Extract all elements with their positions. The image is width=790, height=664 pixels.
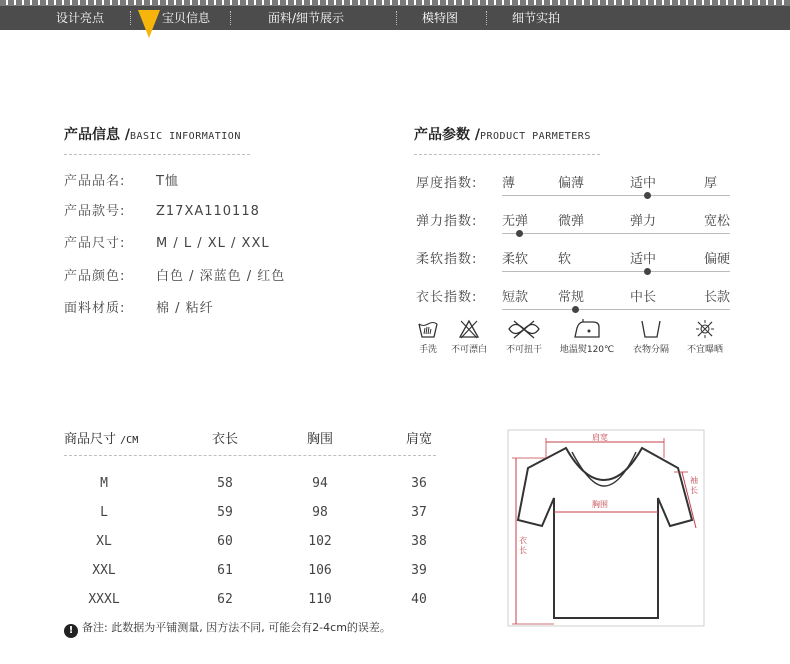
info-label: 产品品名:	[64, 174, 126, 189]
info-row-color	[64, 265, 285, 284]
info-value: 棉 / 粘纤	[156, 301, 214, 316]
info-value: Z17XA110118	[156, 204, 260, 219]
param-option: 微弹	[558, 214, 585, 229]
size-table-cell: 106	[308, 563, 332, 578]
tshirt-outline	[518, 448, 692, 618]
divider	[414, 154, 600, 155]
nav-band	[0, 6, 790, 30]
param-option: 弹力	[630, 214, 657, 229]
param-option: 中长	[630, 290, 657, 305]
size-table-cell: 102	[308, 534, 332, 549]
no-bleach-icon	[458, 318, 480, 340]
info-label: 产品款号:	[64, 204, 126, 219]
param-option: 厚	[704, 176, 718, 191]
size-table-cell: 62	[217, 592, 233, 607]
param-option: 短款	[502, 290, 529, 305]
active-tab-arrow-icon	[138, 10, 160, 38]
info-value: 白色 / 深蓝色 / 红色	[156, 269, 286, 284]
care-wash-separately	[626, 318, 676, 355]
param-option: 适中	[630, 252, 657, 267]
param-option: 薄	[502, 176, 516, 191]
param-row	[416, 210, 756, 236]
diagram-label-length: 衣长	[519, 536, 527, 555]
nav-divider	[230, 11, 231, 25]
size-table-cell: 98	[312, 505, 328, 520]
nav-divider	[130, 11, 131, 25]
info-value: T恤	[156, 174, 179, 189]
info-value: M / L / XL / XXL	[156, 236, 270, 251]
care-label: 不可扭干	[505, 345, 542, 355]
product-info-heading: 产品信息 /BASIC INFORMATION	[64, 127, 241, 143]
size-table-cell: 94	[312, 476, 328, 491]
param-indicator-dot	[644, 268, 651, 275]
info-label: 产品颜色:	[64, 269, 126, 284]
diagram-label-chest: 胸围	[592, 500, 608, 509]
param-indicator-dot	[572, 306, 579, 313]
size-note	[64, 619, 391, 638]
size-table-cell: 59	[217, 505, 233, 520]
param-row	[416, 286, 756, 312]
size-table-cell: 61	[217, 563, 233, 578]
param-option: 软	[558, 252, 572, 267]
no-wring-icon	[506, 318, 542, 340]
param-option: 常规	[558, 290, 585, 305]
no-sun-dry-icon	[694, 318, 716, 340]
size-table-header-length: 衣长	[211, 432, 238, 447]
size-table-cell: 60	[217, 534, 233, 549]
care-no-bleach	[446, 318, 492, 355]
param-label: 衣长指数:	[416, 290, 478, 305]
size-table-cell: XL	[96, 534, 112, 549]
care-no-sun-dry	[680, 318, 730, 355]
diagram-label-shoulder: 肩宽	[592, 433, 608, 442]
product-info-title-en: BASIC INFORMATION	[130, 131, 241, 142]
nav-divider	[396, 11, 397, 25]
param-scale-line	[502, 195, 730, 196]
care-no-wring	[500, 318, 548, 355]
info-label: 产品尺寸:	[64, 236, 126, 251]
nav-divider	[486, 11, 487, 25]
param-indicator-dot	[516, 230, 523, 237]
info-label: 面料材质:	[64, 301, 126, 316]
size-table-cell: 38	[411, 534, 427, 549]
size-table-cell: 39	[411, 563, 427, 578]
care-hand-wash	[414, 318, 442, 355]
param-scale-line	[502, 233, 730, 234]
param-label: 厚度指数:	[416, 176, 478, 191]
param-indicator-dot	[644, 192, 651, 199]
nav-tab-detail-photos[interactable]: 细节实拍	[512, 11, 561, 25]
size-table-cell: 37	[411, 505, 427, 520]
size-table-cell: XXXL	[88, 592, 120, 607]
care-low-iron	[554, 318, 620, 355]
size-table-cell: XXL	[92, 563, 116, 578]
diagram-label-sleeve: 袖长	[690, 476, 698, 495]
nav-tab-design[interactable]: 设计亮点	[56, 11, 105, 25]
info-icon: !	[64, 624, 78, 638]
divider	[64, 455, 436, 456]
care-label: 不宜曝晒	[686, 345, 723, 355]
param-scale-line	[502, 309, 730, 310]
size-table-cell: 110	[308, 592, 332, 607]
param-option: 偏薄	[558, 176, 585, 191]
info-row-name	[64, 170, 179, 189]
param-option: 柔软	[502, 252, 529, 267]
size-table-header-size	[64, 428, 138, 447]
param-option: 长款	[704, 290, 731, 305]
nav-tab-product-info[interactable]: 宝贝信息	[162, 11, 211, 25]
size-unit: /CM	[120, 435, 139, 446]
param-option: 无弹	[502, 214, 529, 229]
param-scale-line	[502, 271, 730, 272]
param-option: 宽松	[704, 214, 731, 229]
note-text: 备注: 此数据为平铺测量, 因方法不同, 可能会有2-4cm的误差。	[82, 621, 391, 634]
param-row	[416, 172, 756, 198]
care-label: 衣物分隔	[632, 345, 669, 355]
param-label: 弹力指数:	[416, 214, 478, 229]
size-table-cell: 36	[411, 476, 427, 491]
size-table-header-chest: 胸围	[306, 432, 333, 447]
size-table-cell: 40	[411, 592, 427, 607]
size-header-label: 商品尺寸	[64, 432, 117, 447]
nav-tab-fabric[interactable]: 面料/细节展示	[268, 11, 345, 25]
wash-separately-icon	[640, 318, 662, 340]
size-table-cell: M	[100, 476, 108, 491]
size-table-cell: L	[100, 505, 108, 520]
care-label: 地温熨120℃	[559, 345, 615, 355]
hand-wash-icon	[417, 318, 439, 340]
low-iron-icon	[572, 318, 602, 340]
divider	[64, 154, 250, 155]
param-option: 偏硬	[704, 252, 731, 267]
product-info-title: 产品信息	[64, 127, 120, 143]
info-row-sku	[64, 200, 260, 219]
top-nav	[0, 0, 790, 31]
care-label: 手洗	[418, 345, 437, 355]
info-row-material	[64, 297, 214, 316]
product-params-heading: 产品参数 /PRODUCT PARMETERS	[414, 127, 591, 143]
param-label: 柔软指数:	[416, 252, 478, 267]
size-table-cell: 58	[217, 476, 233, 491]
product-params-title-en: PRODUCT PARMETERS	[480, 131, 591, 142]
param-row	[416, 248, 756, 274]
param-option: 适中	[630, 176, 657, 191]
product-params-title: 产品参数	[414, 127, 470, 143]
tshirt-measurement-diagram	[506, 428, 706, 628]
nav-tab-model[interactable]: 模特图	[422, 11, 459, 25]
info-row-size	[64, 232, 270, 251]
care-label: 不可漂白	[450, 345, 487, 355]
size-table-header-shoulder: 肩宽	[405, 432, 432, 447]
